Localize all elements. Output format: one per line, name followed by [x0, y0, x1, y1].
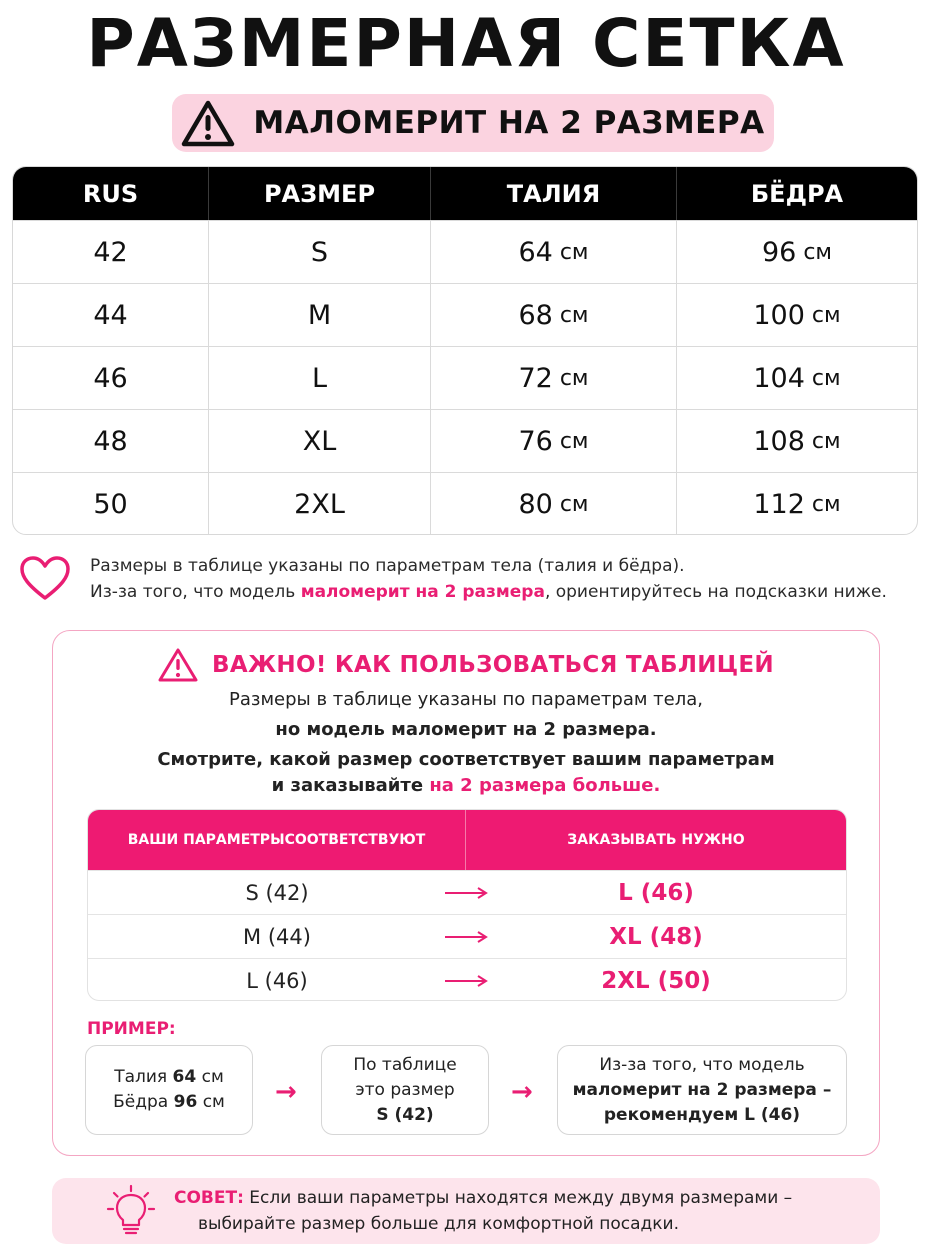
cell-rus: 42 [13, 221, 209, 283]
tip-line-1: СОВЕТ: Если ваши параметры находятся между двумя размерами – [174, 1188, 793, 1208]
tip-line-2: выбирайте размер больше для комфортной посадки. [198, 1214, 680, 1234]
arrow-right-icon: → [275, 1077, 297, 1107]
table-row [13, 409, 917, 472]
conversion-from: S (42) [245, 880, 309, 905]
lightbulb-icon [106, 1184, 156, 1238]
conversion-to: 2XL (50) [601, 967, 711, 994]
conversion-from: L (46) [246, 968, 308, 993]
cell-hips: 104 см [753, 362, 841, 394]
page-title: РАЗМЕРНАЯ СЕТКА [86, 5, 846, 82]
arrow-right-icon: → [511, 1077, 533, 1107]
size-table-header [13, 167, 917, 220]
how-to-use-title: ВАЖНО! КАК ПОЛЬЗОВАТЬСЯ ТАБЛИЦЕЙ [53, 647, 879, 683]
conversion-to: XL (48) [609, 923, 703, 950]
example-table-size-box: По таблице это размер S (42) [321, 1045, 489, 1135]
cell-hips: 96 см [761, 236, 833, 268]
header-size: РАЗМЕР [209, 167, 431, 220]
header-rus: RUS [13, 167, 209, 220]
header-order-size: ЗАКАЗЫВАТЬ НУЖНО [567, 832, 745, 848]
cell-rus: 44 [13, 284, 209, 346]
table-row [13, 220, 917, 283]
example-hips: Бёдра 96 см [113, 1092, 225, 1112]
cell-size: M [209, 284, 431, 346]
table-row [13, 346, 917, 409]
cell-size: L [209, 347, 431, 409]
conversion-from: M (44) [243, 924, 311, 949]
size-conversion-table [87, 809, 847, 1001]
cell-size: XL [209, 410, 431, 472]
header-your-params: ВАШИ ПАРАМЕТРЫ СООТВЕТСТВУЮТ [88, 810, 466, 870]
warning-triangle-icon [181, 99, 235, 147]
how-to-use-line-4: и заказывайте на 2 размера больше. [271, 775, 661, 796]
size-table [12, 166, 918, 535]
cell-waist: 68 см [431, 284, 677, 346]
cell-hips: 100 см [753, 299, 841, 331]
table-row [13, 472, 917, 535]
cell-waist: 72 см [431, 347, 677, 409]
how-to-use-line-1: Размеры в таблице указаны по параметрам тела, [229, 689, 703, 710]
note-line-2: Из-за того, что модель маломерит на 2 размера, ориентируйтесь на подсказки ниже. [90, 582, 887, 602]
arrow-right-icon [444, 974, 488, 988]
warning-triangle-icon [158, 647, 198, 683]
table-row [88, 870, 846, 914]
tip-banner [52, 1178, 880, 1244]
cell-waist: 80 см [431, 473, 677, 535]
body-measurement-note [18, 552, 918, 612]
conversion-header [88, 810, 846, 870]
table-row [88, 914, 846, 958]
header-hips: БЁДРА [750, 179, 844, 208]
cell-rus: 50 [13, 473, 209, 535]
example-label: ПРИМЕР: [87, 1019, 176, 1039]
table-row [13, 283, 917, 346]
arrow-right-icon [444, 930, 488, 944]
cell-size: 2XL [209, 473, 431, 535]
undersize-warning-banner [172, 94, 774, 152]
cell-hips: 112 см [753, 488, 841, 520]
undersize-warning-text: МАЛОМЕРИТ НА 2 РАЗМЕРА [253, 105, 765, 141]
example-measurements-box [85, 1045, 253, 1135]
cell-size: S [209, 221, 431, 283]
arrow-right-icon [444, 886, 488, 900]
example-waist: Талия 64 см [114, 1067, 224, 1087]
how-to-use-line-3: Смотрите, какой размер соответствует вашим параметрам [157, 749, 775, 770]
cell-waist: 64 см [431, 221, 677, 283]
cell-waist: 76 см [431, 410, 677, 472]
how-to-use-line-2: но модель маломерит на 2 размера. [275, 719, 657, 740]
table-row [88, 958, 846, 1001]
example-recommendation-box: Из-за того, что модель маломерит на 2 размера – рекомендуем L (46) [557, 1045, 847, 1135]
how-to-use-panel [52, 630, 880, 1156]
conversion-to: L (46) [618, 879, 694, 906]
header-waist: ТАЛИЯ [431, 167, 677, 220]
heart-outline-icon [18, 554, 72, 602]
cell-rus: 46 [13, 347, 209, 409]
cell-rus: 48 [13, 410, 209, 472]
note-line-1: Размеры в таблице указаны по параметрам тела (талия и бёдра). [90, 556, 685, 576]
cell-hips: 108 см [753, 425, 841, 457]
